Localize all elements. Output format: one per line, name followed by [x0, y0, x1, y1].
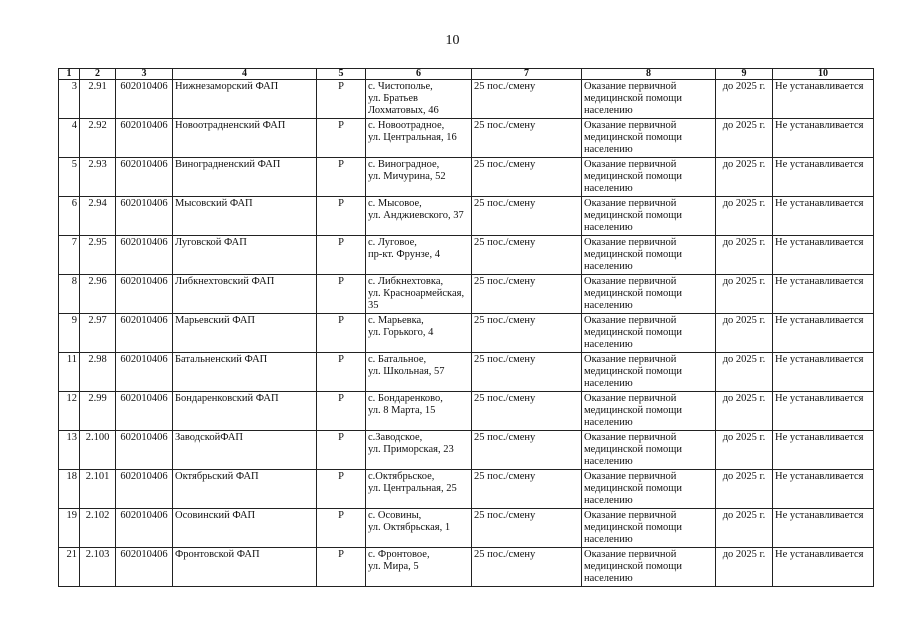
- cell-address: с. Осовины, ул. Октябрьская, 1: [366, 509, 472, 548]
- column-header: 1: [59, 69, 80, 80]
- cell-capacity: 25 пос./смену: [472, 431, 582, 470]
- cell-address: с. Новоотрадное, ул. Центральная, 16: [366, 119, 472, 158]
- table-header-row: [59, 69, 874, 80]
- cell-facility-name: Луговской ФАП: [173, 236, 317, 275]
- cell-deadline: до 2025 г.: [716, 392, 773, 431]
- column-header: 4: [173, 69, 317, 80]
- cell-row-number: 13: [59, 431, 80, 470]
- cell-purpose: Оказание первичной медицинской помощи населению: [582, 548, 716, 587]
- cell-deadline: до 2025 г.: [716, 236, 773, 275]
- cell-okved: 602010406: [116, 197, 173, 236]
- column-header: 2: [80, 69, 116, 80]
- cell-deadline: до 2025 г.: [716, 314, 773, 353]
- cell-zone: Не устанавливается: [773, 548, 874, 587]
- cell-okved: 602010406: [116, 509, 173, 548]
- cell-type: Р: [317, 353, 366, 392]
- facilities-table: [58, 68, 874, 587]
- cell-zone: Не устанавливается: [773, 431, 874, 470]
- cell-facility-name: Фронтовской ФАП: [173, 548, 317, 587]
- cell-type: Р: [317, 470, 366, 509]
- cell-okved: 602010406: [116, 470, 173, 509]
- cell-code: 2.91: [80, 80, 116, 119]
- cell-address: с.Октябрьское, ул. Центральная, 25: [366, 470, 472, 509]
- cell-facility-name: Новоотрадненский ФАП: [173, 119, 317, 158]
- cell-capacity: 25 пос./смену: [472, 236, 582, 275]
- cell-row-number: 5: [59, 158, 80, 197]
- cell-facility-name: Октябрьский ФАП: [173, 470, 317, 509]
- column-header: 10: [773, 69, 874, 80]
- cell-okved: 602010406: [116, 119, 173, 158]
- cell-deadline: до 2025 г.: [716, 197, 773, 236]
- column-header: 8: [582, 69, 716, 80]
- cell-type: Р: [317, 392, 366, 431]
- cell-type: Р: [317, 275, 366, 314]
- cell-address: с. Виноградное, ул. Мичурина, 52: [366, 158, 472, 197]
- cell-capacity: 25 пос./смену: [472, 470, 582, 509]
- cell-okved: 602010406: [116, 353, 173, 392]
- cell-zone: Не устанавливается: [773, 353, 874, 392]
- table-row: [59, 197, 874, 236]
- cell-zone: Не устанавливается: [773, 509, 874, 548]
- cell-purpose: Оказание первичной медицинской помощи населению: [582, 392, 716, 431]
- cell-purpose: Оказание первичной медицинской помощи населению: [582, 353, 716, 392]
- cell-deadline: до 2025 г.: [716, 548, 773, 587]
- cell-okved: 602010406: [116, 548, 173, 587]
- cell-zone: Не устанавливается: [773, 158, 874, 197]
- cell-deadline: до 2025 г.: [716, 470, 773, 509]
- cell-okved: 602010406: [116, 158, 173, 197]
- cell-row-number: 21: [59, 548, 80, 587]
- cell-deadline: до 2025 г.: [716, 275, 773, 314]
- cell-address: с. Фронтовое, ул. Мира, 5: [366, 548, 472, 587]
- cell-code: 2.96: [80, 275, 116, 314]
- cell-type: Р: [317, 548, 366, 587]
- cell-row-number: 18: [59, 470, 80, 509]
- table-row: [59, 314, 874, 353]
- cell-deadline: до 2025 г.: [716, 509, 773, 548]
- cell-okved: 602010406: [116, 275, 173, 314]
- table-row: [59, 119, 874, 158]
- table-row: [59, 353, 874, 392]
- cell-row-number: 19: [59, 509, 80, 548]
- cell-row-number: 8: [59, 275, 80, 314]
- cell-facility-name: Бондаренковский ФАП: [173, 392, 317, 431]
- cell-zone: Не устанавливается: [773, 275, 874, 314]
- cell-capacity: 25 пос./смену: [472, 275, 582, 314]
- cell-capacity: 25 пос./смену: [472, 392, 582, 431]
- cell-deadline: до 2025 г.: [716, 431, 773, 470]
- cell-okved: 602010406: [116, 392, 173, 431]
- cell-facility-name: ЗаводскойФАП: [173, 431, 317, 470]
- column-header: 5: [317, 69, 366, 80]
- column-header: 6: [366, 69, 472, 80]
- cell-purpose: Оказание первичной медицинской помощи населению: [582, 275, 716, 314]
- cell-address: с. Чистополье, ул. Братьев Лохматовых, 46: [366, 80, 472, 119]
- cell-zone: Не устанавливается: [773, 197, 874, 236]
- cell-type: Р: [317, 119, 366, 158]
- cell-purpose: Оказание первичной медицинской помощи населению: [582, 431, 716, 470]
- cell-purpose: Оказание первичной медицинской помощи населению: [582, 509, 716, 548]
- cell-deadline: до 2025 г.: [716, 158, 773, 197]
- cell-code: 2.94: [80, 197, 116, 236]
- column-header: 7: [472, 69, 582, 80]
- table-row: [59, 509, 874, 548]
- cell-code: 2.93: [80, 158, 116, 197]
- cell-address: с. Либкнехтовка, ул. Красноармейская, 35: [366, 275, 472, 314]
- cell-code: 2.100: [80, 431, 116, 470]
- cell-deadline: до 2025 г.: [716, 119, 773, 158]
- cell-purpose: Оказание первичной медицинской помощи населению: [582, 470, 716, 509]
- cell-address: с. Мысовое, ул. Анджиевского, 37: [366, 197, 472, 236]
- cell-facility-name: Либкнехтовский ФАП: [173, 275, 317, 314]
- cell-code: 2.102: [80, 509, 116, 548]
- cell-deadline: до 2025 г.: [716, 353, 773, 392]
- cell-type: Р: [317, 236, 366, 275]
- cell-row-number: 6: [59, 197, 80, 236]
- cell-capacity: 25 пос./смену: [472, 197, 582, 236]
- cell-code: 2.103: [80, 548, 116, 587]
- cell-type: Р: [317, 197, 366, 236]
- table-row: [59, 431, 874, 470]
- cell-facility-name: Виноградненский ФАП: [173, 158, 317, 197]
- cell-address: с. Марьевка, ул. Горького, 4: [366, 314, 472, 353]
- cell-code: 2.97: [80, 314, 116, 353]
- cell-code: 2.98: [80, 353, 116, 392]
- cell-purpose: Оказание первичной медицинской помощи населению: [582, 80, 716, 119]
- cell-capacity: 25 пос./смену: [472, 158, 582, 197]
- cell-capacity: 25 пос./смену: [472, 80, 582, 119]
- cell-facility-name: Осовинский ФАП: [173, 509, 317, 548]
- cell-address: с.Заводское, ул. Приморская, 23: [366, 431, 472, 470]
- page-number: 10: [445, 33, 460, 48]
- cell-type: Р: [317, 314, 366, 353]
- cell-facility-name: Батальненский ФАП: [173, 353, 317, 392]
- cell-code: 2.101: [80, 470, 116, 509]
- table-row: [59, 392, 874, 431]
- cell-zone: Не устанавливается: [773, 119, 874, 158]
- table-body: [59, 80, 874, 587]
- cell-capacity: 25 пос./смену: [472, 548, 582, 587]
- cell-okved: 602010406: [116, 80, 173, 119]
- cell-facility-name: Марьевский ФАП: [173, 314, 317, 353]
- cell-facility-name: Нижнезаморский ФАП: [173, 80, 317, 119]
- cell-zone: Не устанавливается: [773, 392, 874, 431]
- cell-purpose: Оказание первичной медицинской помощи населению: [582, 158, 716, 197]
- table-row: [59, 158, 874, 197]
- table-row: [59, 236, 874, 275]
- cell-zone: Не устанавливается: [773, 314, 874, 353]
- cell-row-number: 11: [59, 353, 80, 392]
- cell-row-number: 7: [59, 236, 80, 275]
- cell-purpose: Оказание первичной медицинской помощи населению: [582, 197, 716, 236]
- cell-address: с. Луговое, пр-кт. Фрунзе, 4: [366, 236, 472, 275]
- column-header: 3: [116, 69, 173, 80]
- cell-capacity: 25 пос./смену: [472, 509, 582, 548]
- cell-address: с. Бондаренково, ул. 8 Марта, 15: [366, 392, 472, 431]
- cell-type: Р: [317, 509, 366, 548]
- cell-row-number: 4: [59, 119, 80, 158]
- cell-type: Р: [317, 80, 366, 119]
- cell-zone: Не устанавливается: [773, 80, 874, 119]
- cell-type: Р: [317, 431, 366, 470]
- cell-capacity: 25 пос./смену: [472, 314, 582, 353]
- cell-purpose: Оказание первичной медицинской помощи населению: [582, 314, 716, 353]
- table-row: [59, 470, 874, 509]
- cell-row-number: 9: [59, 314, 80, 353]
- cell-purpose: Оказание первичной медицинской помощи населению: [582, 119, 716, 158]
- cell-zone: Не устанавливается: [773, 470, 874, 509]
- table-row: [59, 548, 874, 587]
- cell-code: 2.92: [80, 119, 116, 158]
- cell-address: с. Батальное, ул. Школьная, 57: [366, 353, 472, 392]
- cell-row-number: 12: [59, 392, 80, 431]
- cell-okved: 602010406: [116, 236, 173, 275]
- cell-deadline: до 2025 г.: [716, 80, 773, 119]
- cell-purpose: Оказание первичной медицинской помощи населению: [582, 236, 716, 275]
- cell-code: 2.95: [80, 236, 116, 275]
- cell-capacity: 25 пос./смену: [472, 119, 582, 158]
- table-row: [59, 80, 874, 119]
- cell-type: Р: [317, 158, 366, 197]
- cell-row-number: 3: [59, 80, 80, 119]
- cell-code: 2.99: [80, 392, 116, 431]
- column-header: 9: [716, 69, 773, 80]
- cell-facility-name: Мысовский ФАП: [173, 197, 317, 236]
- cell-okved: 602010406: [116, 431, 173, 470]
- cell-zone: Не устанавливается: [773, 236, 874, 275]
- table-row: [59, 275, 874, 314]
- cell-capacity: 25 пос./смену: [472, 353, 582, 392]
- cell-okved: 602010406: [116, 314, 173, 353]
